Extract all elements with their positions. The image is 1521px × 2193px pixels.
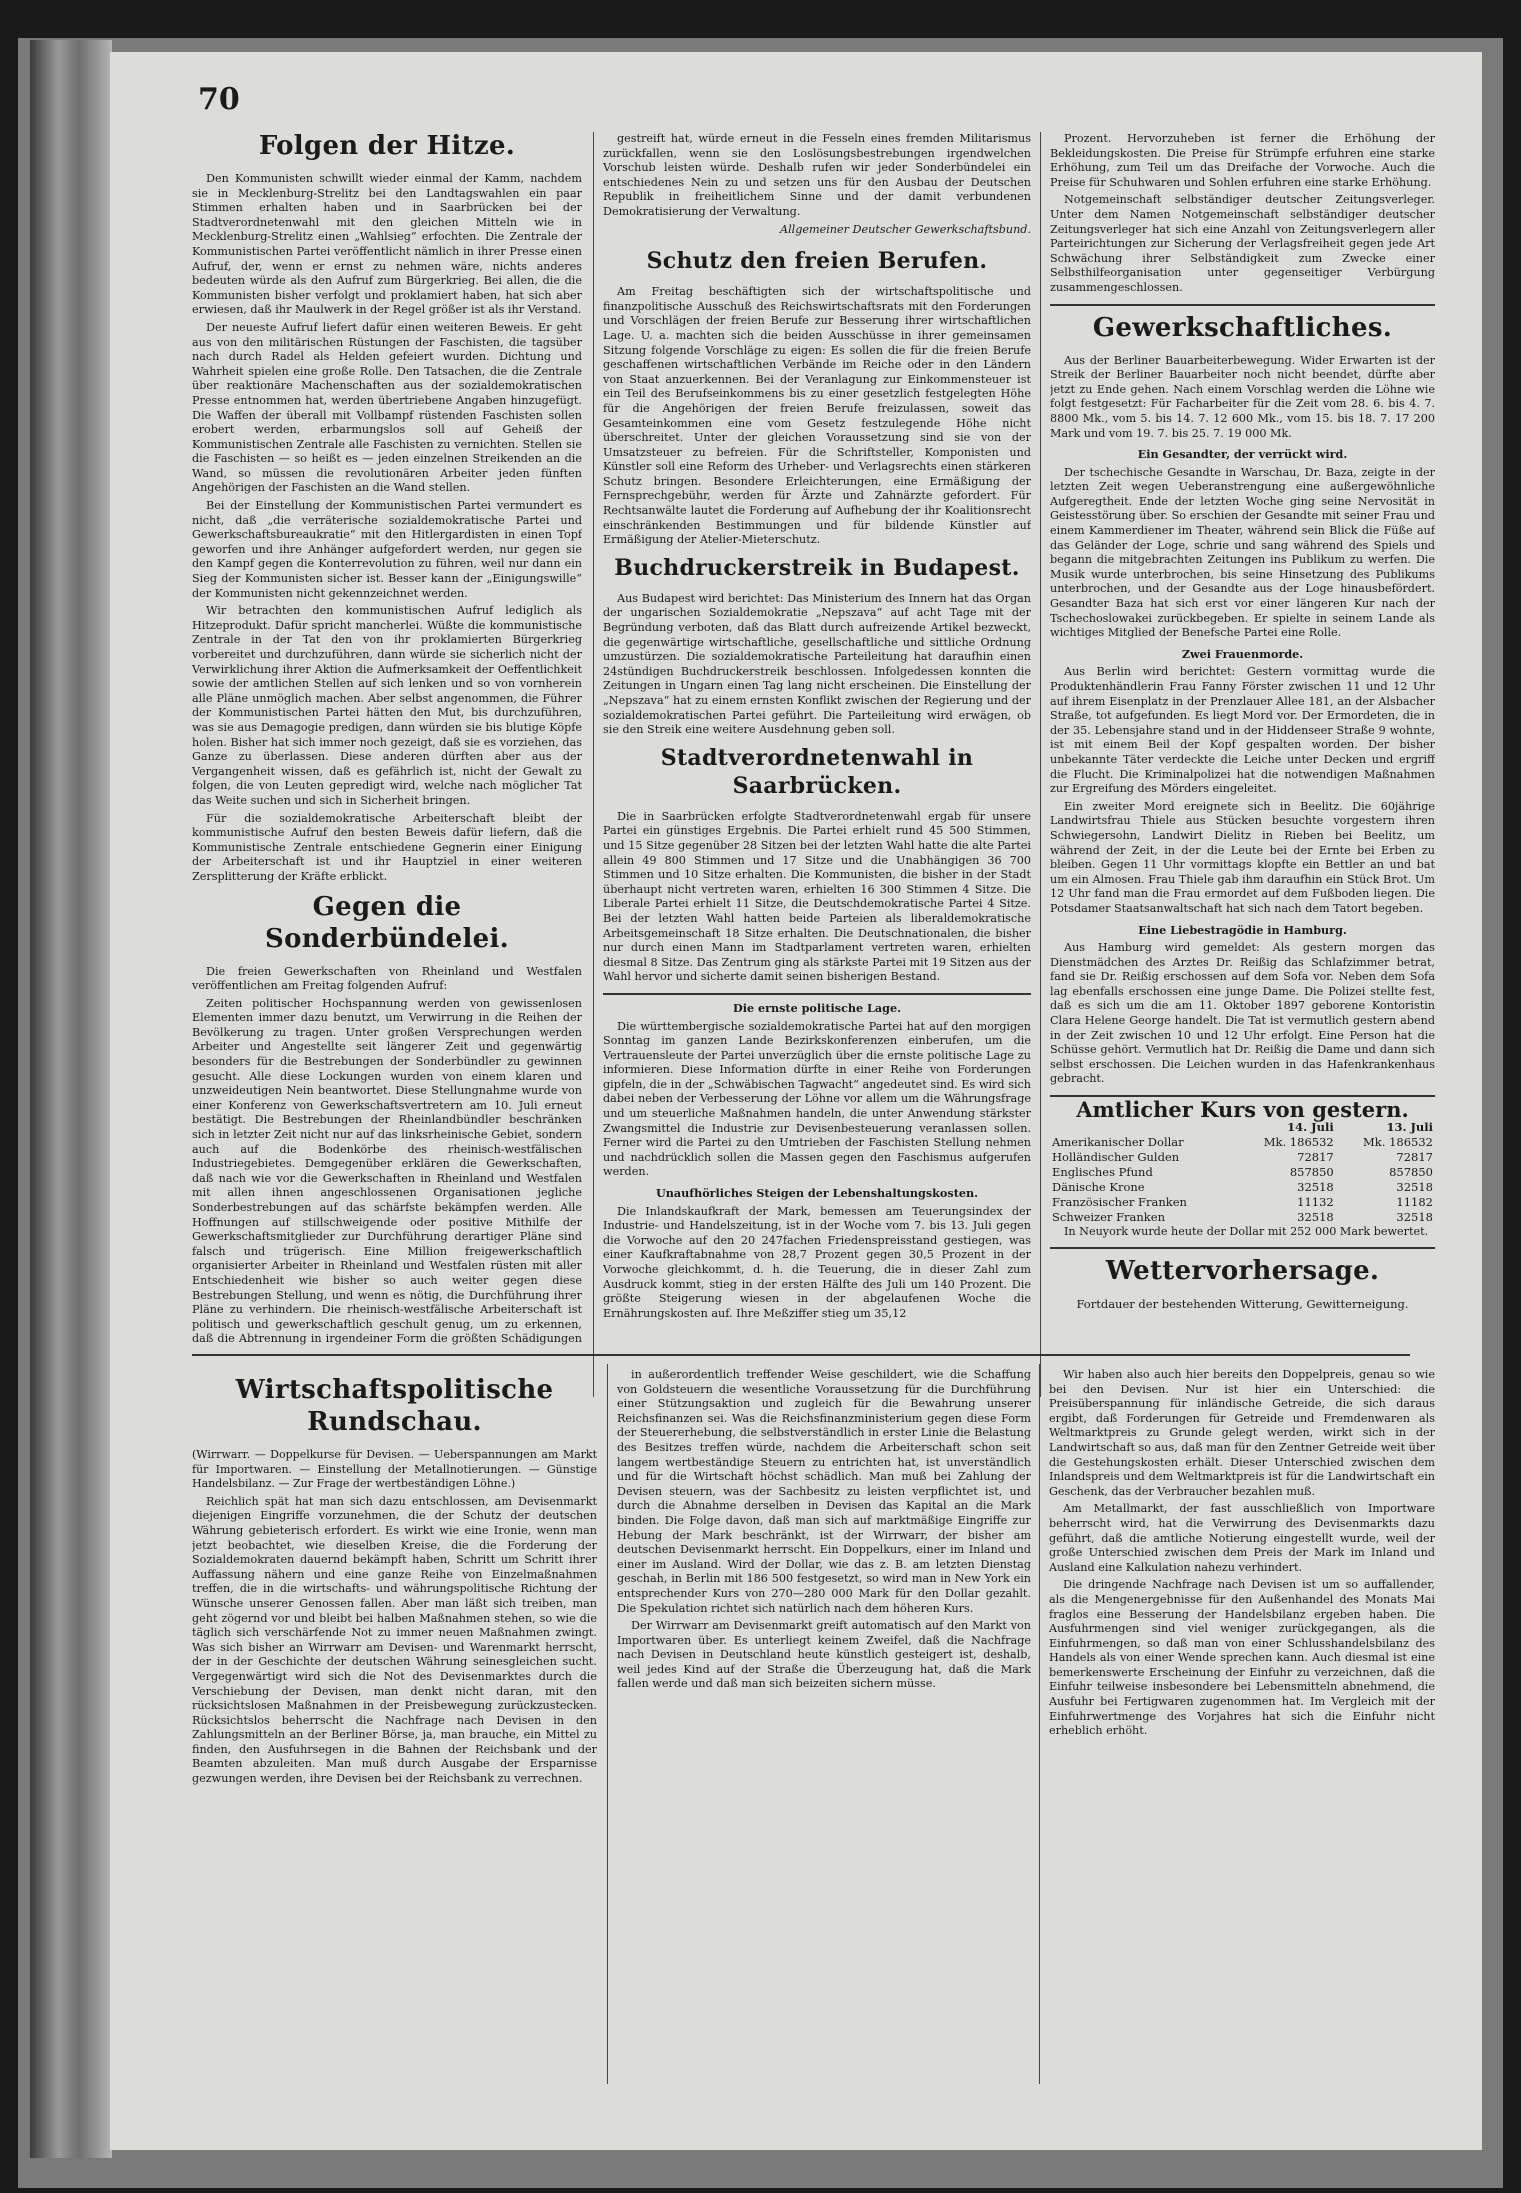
article-paragraph: Der neueste Aufruf liefert dafür einen weiteren Beweis. Er geht aus von den militärischen Rüstungen der Faschisten, die tagsüber nach durch Radel als Helden gefeiert wurden. Dichtung und Wahrheit spielen eine große Rolle. Den Tatsachen, die die Zentrale über reaktionäre Machenschaften aus der sozialdemokratischen Presse entnommen hat, werden übertriebene Angaben hinzugefügt. Die Waffen der überall mit Vollbampf rüstenden Faschisten sollen erobert werden, erbarmungslos soll auf Geheiß der Kommunistischen Zentrale alle Faschisten zu vernichten. Stellen sie die Faschisten — so heißt es — jeden einzelnen Streikenden an die Wand, so müssen die revolutionären Arbeiter jeden fünften Angehörigen der Faschisten an die Wand stellen. [192,320,582,495]
rate-cell: Mk. 186532 [1363,1134,1433,1149]
subheading-lebenshaltungskosten: Unaufhörliches Steigen der Lebenshaltungskosten. [655,1186,979,1201]
bottom-column-3 [1049,1368,1435,2080]
article-paragraph: Die freien Gewerkschaften von Rheinland und Westfalen veröffentlichen am Freitag folgenden Aufruf: [192,964,582,993]
article-paragraph: Die Inlandskaufkraft der Mark, bemessen am Teuerungsindex der Industrie- und Handelszeitung, ist in der Woche vom 7. bis 13. Juli gegen die Vorwoche auf den 20 247fachen Friedenspreisstand gestiegen, was einer Kaufkraftabnahme von 28,7 Prozent gegen 30,5 Prozent in der Vorwoche gleichkommt, d. h. die Teuerung, die in dieser Zahl zum Ausdruck kommt, stieg in der ersten Hälfte des Juli um 140 Prozent. Die größte Steigerung wiesen in der abgelaufenen Woche die Ernährungskosten auf. Ihre Meßziffer stieg um 35,12 [603,1204,1031,1320]
headline-wettervorhersage: Wettervorhersage. [1105,1256,1380,1287]
section-divider [1050,304,1435,306]
headline-gewerkschaftliches: Gewerkschaftliches. [1092,312,1393,343]
currency-name: Holländischer Gulden [1052,1149,1180,1164]
article-paragraph: in außerordentlich treffender Weise geschildert, wie die Schaffung von Goldsteuern die wesentliche Voraussetzung für die Durchführung einer Stützungsaktion und zugleich für die Bewahrung unserer Reichsfinanzen sei. Was die Reichsfinanzministerium gegen diese Form der Steuererhebung, die selbstverständlich in erster Linie die Belastung des Besitzes treffen würde, nachdem die Arbeiterschaft schon seit langem wertbeständige Steuern zu entrichten hat, ist unverständlich und für die Wirtschaft höchst schädlich. Man muß bei Zahlung der Devisen steuern, was der Sachbesitz zu leisten verpflichtet ist, und durch die Abnahme derselben in Devisen das Kapital an die Mark binden. Die Folge davon, daß man sich auf marktmäßige Eingriffe zur Hebung der Mark beschränkt, ist der Wirrwarr, der bisher am deutschen Devisenmarkt herrscht. Ein Doppelkurs, einer im Inland und einer im Ausland. Wird der Dollar, wie das z. B. am letzten Dienstag geschah, in Berlin mit 186 500 festgesetzt, so wird man in New York ein entsprechender Kurs von 270—280 000 Mark für den Dollar gezahlt. Die Spekulation richtet sich natürlich nach dem höheren Kurs. [617,1368,1031,1615]
exchange-rate-table [1050,1120,1435,1225]
section-intro: (Wirrwarr. — Doppelkurse für Devisen. — Ueberspannungen am Markt für Importwaren. — Einstellung der Metallnotierungen. — Günstige Handelsbilanz. — Zur Frage der wertbeständigen Löhne.) [192,1448,597,1491]
table-row [1050,1150,1435,1165]
table-row [1050,1195,1435,1210]
rate-cell: 32518 [1396,1179,1433,1194]
page-number: 70 [198,82,240,117]
article-paragraph: Notgemeinschaft selbständiger deutscher Zeitungsverleger. Unter dem Namen Notgemeinschaft selbständiger deutscher Zeitungsverleger hat sich eine Anzahl von Zeitungsverlegern aller Parteirichtungen zur Sicherung der Verlagsfreiheit gegen jede Art Schwächung ihrer Selbständigkeit zum Zwecke einer Selbsthilfeorganisation unter gegenseitiger Verbürgung zusammengeschlossen. [1050,193,1435,294]
currency-name: Schweizer Franken [1052,1209,1165,1224]
column-divider [1039,1364,1040,2084]
rate-cell: 32518 [1396,1209,1433,1224]
headline-buchdruckerstreik: Buchdruckerstreik in Budapest. [614,554,1020,581]
article-paragraph: Prozent. Hervorzuheben ist ferner die Erhöhung der Bekleidungskosten. Die Preise für Strümpfe erfuhren eine starke Erhöhung, zum Teil um das Dreifache der Vorwoche. Auch die Preise für Schuhwaren und Sohlen erfuhren eine starke Erhöhung. [1050,132,1435,189]
article-paragraph: Reichlich spät hat man sich dazu entschlossen, am Devisenmarkt diejenigen Eingriffe vorzunehmen, die der Schutz der deutschen Währung gebieterisch erfordert. Es wirkt wie eine Ironie, wenn man jetzt beobachtet, wie dieselben Kreise, die die Forderung der Sozialdemokraten dauernd bekämpft haben, Schritt um Schritt ihrer Auffassung nähern und eine ganze Reihe von Einzelmaßnahmen treffen, die in die wirtschafts- und währungspolitische Richtung der Wünsche unserer Genossen fallen. Aber man läßt sich treiben, man geht zögernd vor und bleibt bei halben Maßnahmen stehen, so wie die täglich sich verschärfende Not zu immer neuen Maßnahmen zwingt. Was sich bisher an Wirrwarr am Devisen- und Warenmarkt herrscht, der in der Geschichte der deutschen Währung seinesgleichen sucht. Vergegenwärtigt wird sich die Not des Devisenmarktes durch die Verschiebung der Devisen, man denkt nicht daran, mit den rücksichtslosen Maßnahmen in der Preisbewegung zurückzustecken. Rücksichtslos beherrscht die Nachfrage nach Devisen in den Zahlungsmitteln an der Berliner Börse, ja, man brauche, ein Mittel zu finden, den Ausfuhrsegen in die Bahnen der Reichsbank und der Beamten abzuleiten. Man muß durch Ausgabe der Ersparnisse gezwungen werden, ihre Devisen bei der Reichsbank zu verrechnen. [192,1494,597,1786]
right-column [1050,132,1435,1346]
section-divider [1050,1247,1435,1249]
article-paragraph: Am Metallmarkt, der fast ausschließlich von Importware beherrscht wird, hat die Verwirrung des Devisenmarkts dazu geführt, daß die amtliche Notierung eingestellt wurde, weil der große Unterschied zwischen dem Preis der Mark im Inland und Ausland eine Kalkulation nahezu verhindert. [1049,1502,1435,1574]
currency-name: Dänische Krone [1052,1179,1145,1194]
article-paragraph: Die württembergische sozialdemokratische Partei hat auf den morgigen Sonntag im ganzen Lande Bezirkskonferenzen einberufen, um die Vertrauensleute der Partei unverzüglich über die ernste politische Lage zu informieren. Diese Information dürfte in einer Reihe von Forderungen gipfeln, die in der „Schwäbischen Tagwacht“ angedeutet sind. Es wird sich dabei neben der Verbesserung der Löhne vor allem um die Währungsfrage und um steuerliche Maßnahmen handeln, die unter Anwendung stärkster Zwangsmittel die Industrie zur Devisenbesteuerung veranlassen sollen. Ferner wird die Partei zu den Umtrieben der Faschisten Stellung nehmen und nachdrücklich sollen die Massen gegen den Faschismus aufgerufen werden. [603,1019,1031,1179]
column-divider [1040,132,1041,1397]
rate-cell: 857850 [1389,1164,1433,1179]
article-paragraph: Aus Hamburg wird gemeldet: Als gestern morgen das Dienstmädchen des Arztes Dr. Reißig das Schlafzimmer betrat, fand sie Dr. Reißig erschossen auf dem Sofa vor. Neben dem Sofa lag ebenfalls erschossen eine junge Dame. Die Polizei stellte fest, daß es sich um die am 11. Oktober 1897 geborene Kontoristin Clara Helene George handelt. Die Tat ist vermutlich gestern abend in der Zeit zwischen 10 und 12 Uhr erfolgt. Eine Person hat die Schüsse gehört. Vermutlich hat Dr. Reißig die Dame und dann sich selbst erschossen. Die Leichen wurden in das Hafenkrankenhaus gebracht. [1050,941,1435,1086]
exchange-rate-title: Amtlicher Kurs von gestern. [1076,1097,1409,1123]
column-divider [607,1364,608,2084]
article-paragraph: Bei der Einstellung der Kommunistischen Partei vermundert es nicht, daß „die verräterische sozialdemokratische Partei und Gewerkschaftsbureaukratie“ mit den Hitlergardisten in einen Topf geworfen und ihre Anhänger aufgefordert werden, nur gegen sie den Kampf gegen die Konterrevolution zu führen, weil nur dann ein Sieg der Kommunisten sicher ist. Besser kann der „Einigungswille“ der Kommunisten nicht gekennzeichnet werden. [192,499,582,600]
exchange-note: In Neuyork wurde heute der Dollar mit 252 000 Mark bewertet. [1064,1224,1429,1238]
table-row [1050,1180,1435,1195]
article-paragraph: Die dringende Nachfrage nach Devisen ist um so auffallender, als die Mengenergebnisse für den Außenhandel des Monats Mai fraglos eine Besserung der Handelsbilanz ergeben haben. Die Ausfuhrmengen sind viel weniger zurückgegangen, als die Einfuhrmengen, so daß man von einer Schlusshandelsbilanz des Handels als von einer Wende sprechen kann. Auch diesmal ist eine bemerkenswerte Erscheinung der Einfuhr zu verzeichnen, daß die Einfuhr teilweise insbesondere bei Lebensmitteln abnehmend, die Ausfuhr bei Fertigwaren zugenommen hat. Im Vergleich mit der Einfuhrwertmenge des Vorjahres hat sich die Einfuhr nicht erheblich erhöht. [1049,1578,1435,1738]
article-paragraph: Für die sozialdemokratische Arbeiterschaft bleibt der kommunistische Aufruf den besten Beweis dafür liefern, daß die Kommunistische Zentrale entschiedene Gegnerin einer Einigung der Arbeiterschaft ist und ihr Hauptziel in einer weiteren Zersplitterung der Kräfte erblickt. [192,811,582,883]
column-divider [593,132,594,1397]
rate-cell: 857850 [1289,1164,1334,1179]
article-paragraph: Ein zweiter Mord ereignete sich in Beelitz. Die 60jährige Landwirtsfrau Thiele aus Stücken besuchte vorgestern ihren Schwiegersohn, Landwirt Dielitz in Rieben bei Beelitz, um während der Zeit, in der die Leute bei der Ernte bei Erben zu bleiben. Gegen 11 Uhr vormittags klopfte ein Bettler an und bat um ein Almosen. Frau Thiele gab ihm daraufhin ein Stück Brot. Um 12 Uhr fand man die Frau ermordet auf dem Fußboden liegen. Die Potsdamer Staatsanwaltschaft hat sich nach dem Tatort begeben. [1050,799,1435,915]
middle-column [603,132,1031,1346]
table-row [1050,1210,1435,1225]
rate-cell: 11182 [1396,1194,1433,1209]
rate-cell: Mk. 186532 [1263,1134,1334,1149]
section-divider [603,993,1031,995]
bottom-column-1 [192,1368,597,2080]
article-paragraph: gestreift hat, würde erneut in die Fesseln eines fremden Militarismus zurückfallen, wenn sie den Loslösungsbestrebungen irgendwelchen Vorschub leisten würde. Deshalb rufen wir jeder Sonderbündelei ein entschiedenes Nein zu und setzen uns für den Ausbau der Deutschen Republik in freiheitlichem Sinne und der damit verbundenen Demokratisierung der Verwaltung. [603,132,1031,218]
article-signoff: Allgemeiner Deutscher Gewerkschaftsbund. [779,222,1031,236]
left-column [192,124,582,1346]
subheading-frauenmorde: Zwei Frauenmorde. [1181,646,1304,661]
subheading-politische-lage: Die ernste politische Lage. [733,1000,901,1015]
bottom-column-2 [617,1368,1031,2080]
article-paragraph: Wir betrachten den kommunistischen Aufruf lediglich als Hitzeprodukt. Dafür spricht mancherlei. Wüßte die kommunistische Zentrale in der Tat den von ihr proklamierten Bürgerkrieg vorbereitet und durchzuführen, dann würde sie sicherlich nicht der Verwirklichung ihrer Aktion die Aufmerksamkeit der Oeffentlichkeit sowie der amtlichen Stellen auf sich lenken und so von vornherein alle Pläne unmöglich machen. Aber selbst angenommen, die Führer der Kommunistischen Partei hätten den Mut, bis durchzuführen, was sie aus Demagogie predigen, dann würden sie bis blutige Köpfe holen. Bisher hat sich immer noch gezeigt, daß sie es vorziehen, das Ganze zu überlassen. Diese anderen dürften aber aus der Vergangenheit wissen, daß es gefährlich ist, nicht der Gewalt zu folgen, die von Leuten gepredigt wird, welche nach möglicher Tat das Weite suchen und sich in Sicherheit bringen. [192,604,582,807]
headline-stadtverordnetenwahl: Stadtverordnetenwahl in Saarbrücken. [660,744,974,799]
article-paragraph: Aus Berlin wird berichtet: Gestern vormittag wurde die Produktenhändlerin Frau Fanny Förster zwischen 11 und 12 Uhr auf ihrem Eisenplatz in der Prenzlauer Allee 181, an der Alsbacher Straße, tot aufgefunden. Es liegt Mord vor. Der Ermordeten, die in der 35. Lebensjahre stand und in der Hiddenseer Straße 9 wohnte, ist mit einem Beil der Kopf gespalten worden. Der bisher unbekannte Täter verdeckte die Leiche unter Decken und ergriff die Flucht. Die Kriminalpolizei hat die notwendigen Maßnahmen zur Ergreifung des Mörders eingeleitet. [1050,665,1435,796]
weather-forecast: Fortdauer der bestehenden Witterung, Gewitterneigung. [1076,1297,1409,1312]
currency-name: Englisches Pfund [1052,1164,1153,1179]
headline-sonderbuendelei: Gegen die Sonderbündelei. [265,891,509,954]
table-header: 14. Juli [1287,1119,1334,1134]
article-paragraph: Der tschechische Gesandte in Warschau, Dr. Baza, zeigte in der letzten Zeit wegen Ueberanstrengung eine außergewöhnliche Aufgeregtheit. Ende der letzten Woche ging seine Nervosität in Geistesstörung über. So erschien der Gesandte mit seiner Frau und einem Kammerdiener im Theater, während sein Blick die Füße auf das Geländer der Loge, schrie und sang während des Spiels und begann die mitgebrachten Zeitungen ins Publikum zu werfen. Die Musik wurde unterbrochen, bis seine Hinsetzung des Publikums unterbrochen, und der Gesandte aus der Loge hinausbefördert. Gesandter Baza hat sich erst vor einer längeren Kur nach der Tschechoslowakei zurückbegeben. Er spielte in seinem Lande als wichtiges Mitglied der Benefsche Partei eine Rolle. [1050,465,1435,640]
rate-cell: 72817 [1396,1149,1433,1164]
section-divider [192,1354,1410,1356]
rate-cell: 72817 [1297,1149,1334,1164]
rate-cell: 11132 [1297,1194,1334,1209]
newspaper-page [110,52,1482,2150]
article-paragraph: Am Freitag beschäftigten sich der wirtschaftspolitische und finanzpolitische Ausschuß des Reichswirtschaftsrats mit den Forderungen und Vorschlägen der freien Berufe zur Besserung ihrer wirtschaftlichen Lage. U. a. machten sich die beiden Ausschüsse in ihrer gemeinsamen Sitzung folgende Vorschläge zu eigen: Es sollen die für die freien Berufe geschaffenen wirtschaftlichen Verbände im Reiche oder in den Ländern von Staat anzuerkennen. Bei der Veranlagung zur Einkommensteuer ist ein Teil des Berufseinkommens bis zu einer gesetzlich festgelegten Höhe für die Angehörigen der freien Berufe freizulassen, soweit das Gesamteinkommen eine vom Gesetz festzulegende Höhe nicht überschreitet. Unter der gleichen Voraussetzung sind sie von der Umsatzsteuer zu befreien. Für die Schriftsteller, Komponisten und Künstler soll eine Reform des Urheber- und Verlagsrechts einen stärkeren Schutz bringen. Besondere Erleichterungen, eine Ermäßigung der Fernsprechgebühr, werden für Ärzte und Zahnärzte gefordert. Für Rechtsanwälte lautet die Forderung auf Aufhebung der ihr Koalitionsrecht einschränkenden Bestimmungen und für bildende Künstler auf Ermäßigung der Atelier-Mieterschutz. [603,285,1031,547]
article-paragraph: Aus Budapest wird berichtet: Das Ministerium des Innern hat das Organ der ungarischen Sozialdemokratie „Nepszava“ auf acht Tage mit der Begründung verboten, daß das Blatt durch aufreizende Artikel bezweckt, die gegenwärtige wirtschaftliche, gesellschaftliche und sittliche Ordnung umzustürzen. Die sozialdemokratische Parteileitung hat daraufhin einen 24stündigen Buchdruckerstreik beschlossen. Infolgedessen konnten die Zeitungen in Ungarn einen Tag lang nicht erscheinen. Die Einstellung der „Nepszava“ hat zu einem ernsten Konflikt zwischen der Regierung und der sozialdemokratischen Partei geführt. Die Parteileitung wird erwägen, ob sie den Streik eine weitere Ausdehnung geben soll. [603,591,1031,737]
headline-folgen-der-hitze: Folgen der Hitze. [258,131,516,161]
table-header: 13. Juli [1386,1119,1433,1134]
subheading-liebestragoedie: Eine Liebestragödie in Hamburg. [1138,922,1347,937]
subheading-gesandter: Ein Gesandter, der verrückt wird. [1137,447,1348,462]
binding-edge [30,40,112,2158]
article-paragraph: Wir haben also auch hier bereits den Doppelpreis, genau so wie bei den Devisen. Nur ist hier ein Unterschied: die Preisüberspannung für inländische Getreide, die sich daraus ergibt, daß Forderungen für Getreide und Fremdenwaren als Weltmarktpreis zu Grunde gelegt werden, wirkt sich in der Landwirtschaft so aus, daß man für den Zentner Getreide weit über die Gestehungskosten erhält. Dieser Unterschied zwischen dem Inlandspreis und dem Weltmarktpreis ist für die Landwirtschaft ein Geschenk, das der Verbraucher bezahlen muß. [1049,1368,1435,1498]
table-row [1050,1165,1435,1180]
article-paragraph: Die in Saarbrücken erfolgte Stadtverordnetenwahl ergab für unsere Partei ein günstiges Ergebnis. Die Partei erhielt rund 45 500 Stimmen, und 15 Sitze gegenüber 28 Sitzen bei der letzten Wahl hatte die alte Partei allein 49 800 Stimmen und 17 Sitze und die Unabhängigen 36 700 Stimmen und 10 Sitze erhalten. Die Kommunisten, die bisher in der Stadt überhaupt nicht vertreten waren, erhielten 16 300 Stimmen 4 Sitze. Die Liberale Partei erhielt 11 Sitze, die Deutschdemokratische Partei 4 Sitze. Bei der letzten Wahl hatten beide Parteien als liberaldemokratische Arbeitsgemeinschaft 18 Sitze erhalten. Die Deutschnationalen, die bisher nur durch einen Mann im Stadtparlament vertreten waren, erhielten diesmal 8 Sitze. Das Zentrum ging als stärkste Partei mit 19 Sitzen aus der Wahl hervor und sicherte damit seinen bisherigen Bestand. [603,809,1031,984]
table-row [1050,1135,1435,1150]
headline-wirtschaftspolitische-rundschau: Wirtschaftspolitische Rundschau. [235,1375,554,1437]
rate-cell: 32518 [1297,1209,1334,1224]
headline-freie-berufe: Schutz den freien Berufen. [646,248,988,275]
article-paragraph: Der Wirrwarr am Devisenmarkt greift automatisch auf den Markt von Importwaren über. Es unterliegt keinem Zweifel, daß die Nachfrage nach Devisen in Deutschland heute künstlich gesteigert ist, deshalb, weil jedes Kind auf der Straße die Überzeugung hat, daß die Mark fallen werde und daß man sich beizeiten sichern müsse. [617,1619,1031,1691]
article-paragraph: Zeiten politischer Hochspannung werden von gewissenlosen Elementen immer dazu benutzt, um Verwirrung in die Reihen der Bevölkerung zu tragen. Unter großen Versprechungen werden Arbeiter und Angestellte seit längerer Zeit und gegenwärtig besonders für die Bestrebungen der Sonderbündler zu gewinnen gesucht. Alle diese Lockungen wurden von einem klaren und unzweideutigen Nein beantwortet. Diese Stellungnahme wurde von einer Konferenz von Gewerkschaftsvertretern am 10. Juli erneut bestätigt. Die Bestrebungen der Rheinlandbündler beschränken sich in letzter Zeit nicht nur auf das linksrheinische Gebiet, sondern auch auf die Bodenkörbe des rheinisch-westfälischen Industriegebietes. Demgegenüber erklären die Gewerkschaften, daß nach wie vor die Gewerkschaften in Rheinland und Westfalen mit allen ihnen angeschlossenen Organisationen jegliche Sonderbestrebungen auf das schärfste bekämpfen werden. Alle Hoffnungen auf stillschweigende oder positive Mithilfe der Gewerkschaftsmitglieder zur Durchführung derartiger Pläne sind falsch und trügerisch. Eine Million freigewerkschaftlich organisierter Arbeiter in Rheinland und Westfalen rüsten mit aller Entschiedenheit wie bisher so auch weiter gegen diese Bestrebungen Stellung, und wenn es nötig, die Durchführung ihrer Pläne zu verhindern. Die rheinisch-westfälische Arbeiterschaft ist politisch und gewerkschaftlich geschult genug, um zu erkennen, daß die Abtrennung in irgendeiner Form die größten Schädigungen [192,996,582,1346]
article-paragraph: Den Kommunisten schwillt wieder einmal der Kamm, nachdem sie in Mecklenburg-Strelitz bei den Landtagswahlen ein paar Stimmen erhalten haben und in Saarbrücken bei der Stadtverordnetenwahl mit den gleichen Mitteln wie in Mecklenburg-Strelitz einen „Wahlsieg“ erfochten. Die Zentrale der Kommunistischen Partei veröffentlicht nämlich in ihrer Presse einen Aufruf, der, wenn er ernst zu nehmen wäre, nichts anderes bedeuten würde als den Aufruf zum Bürgerkrieg. Bei allen, die die Kommunisten bisher verfolgt und proklamiert haben, hat sich aber erwiesen, daß ihr Maulwerk in der Regel größer ist als ihr Verstand. [192,172,582,317]
article-paragraph: Aus der Berliner Bauarbeiterbewegung. Wider Erwarten ist der Streik der Berliner Bauarbeiter noch nicht beendet, dürfte aber jetzt zu Ende gehen. Nach einem Vorschlag werden die Löhne wie folgt festgesetzt: Für Facharbeiter für die Zeit vom 28. 6. bis 4. 7. 8800 Mk., vom 5. bis 14. 7. 12 600 Mk., vom 15. bis 18. 7. 17 200 Mark und vom 19. 7. bis 25. 7. 19 000 Mk. [1050,353,1435,440]
rate-cell: 32518 [1297,1179,1334,1194]
currency-name: Französischer Franken [1052,1194,1187,1209]
currency-name: Amerikanischer Dollar [1052,1134,1184,1149]
